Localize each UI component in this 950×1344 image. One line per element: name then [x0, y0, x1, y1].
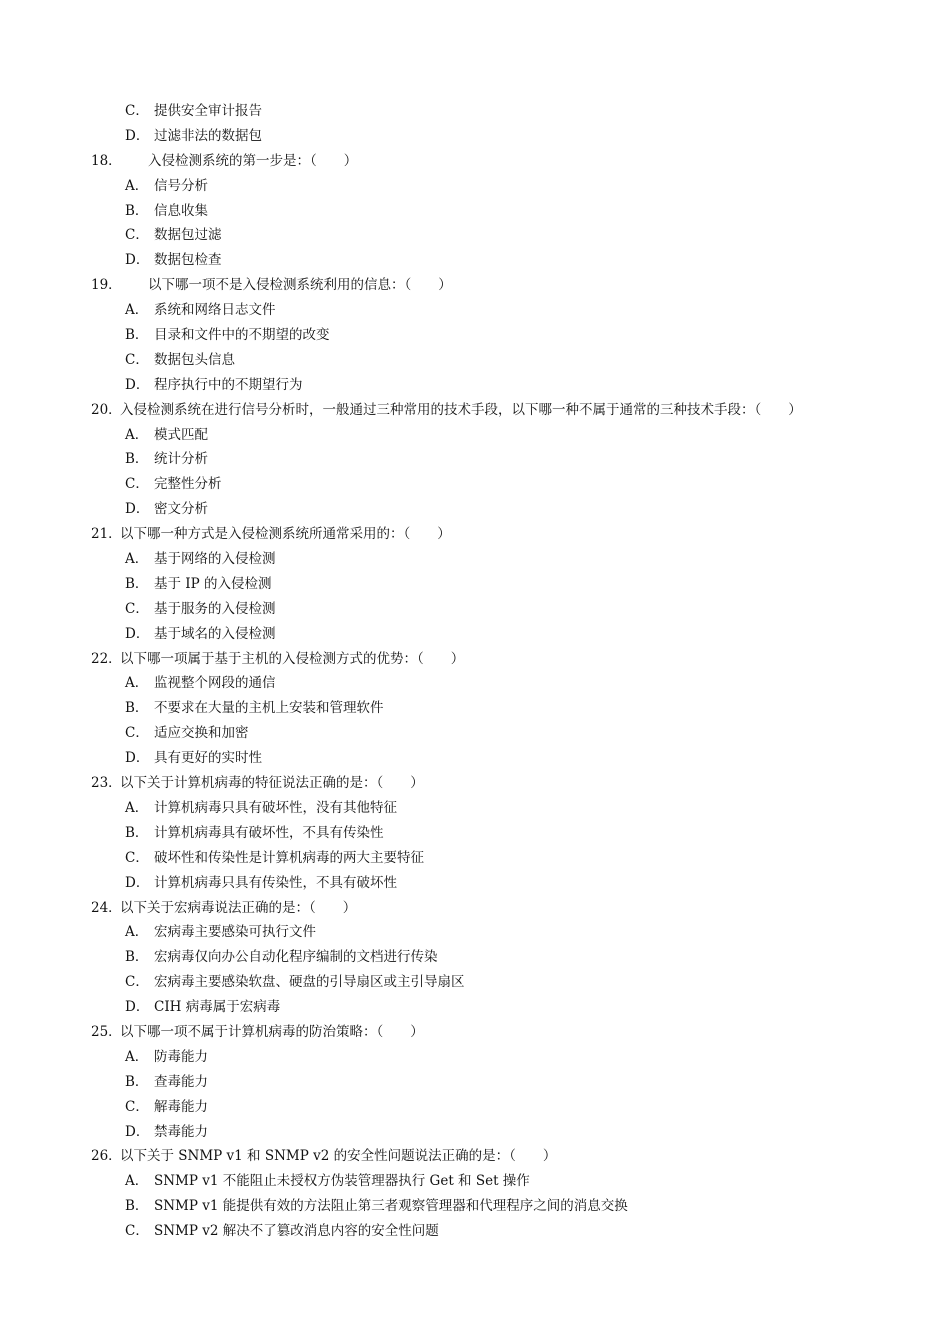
option-text: 信息收集	[154, 202, 208, 219]
option-item	[0, 423, 950, 448]
option-letter: C．	[125, 103, 149, 119]
option-text: 系统和网络日志文件	[154, 302, 276, 319]
option-item	[0, 1219, 950, 1244]
question-number: 22．	[91, 650, 122, 667]
question-number: 21．	[91, 526, 122, 543]
option-item	[0, 920, 950, 945]
option-letter: B．	[125, 949, 149, 966]
question-text: 以下哪一项不是入侵检测系统利用的信息：（ ）	[148, 277, 452, 294]
option-text: SNMP v1 不能阻止未授权方伪装管理器执行 Get 和 Set 操作	[154, 1173, 530, 1190]
option-letter: C．	[125, 725, 149, 742]
option-text: 信号分析	[154, 177, 208, 194]
option-item	[0, 1070, 950, 1095]
option-letter: D．	[125, 625, 150, 642]
option-item	[0, 572, 950, 597]
option-letter: A．	[125, 924, 149, 941]
option-letter: C．	[125, 600, 149, 617]
question-26	[0, 1144, 950, 1169]
option-letter: A．	[125, 302, 149, 319]
option-item	[0, 622, 950, 647]
option-letter: B．	[125, 575, 149, 592]
option-item	[0, 846, 950, 871]
option-text: 基于域名的入侵检测	[154, 625, 276, 642]
question-18	[0, 149, 950, 174]
option-item	[0, 696, 950, 721]
option-letter: C．	[125, 849, 149, 866]
option-letter: B．	[125, 824, 149, 841]
option-text: 数据包头信息	[154, 351, 235, 368]
option-letter: B．	[125, 1073, 149, 1090]
option-text: 解毒能力	[154, 1098, 208, 1115]
option-letter: A．	[125, 551, 149, 568]
option-text: 禁毒能力	[154, 1123, 208, 1140]
option-text: 过滤非法的数据包	[154, 127, 262, 144]
question-text: 以下哪一项属于基于主机的入侵检测方式的优势：（ ）	[120, 650, 465, 667]
option-text: SNMP v1 能提供有效的方法阻止第三者观察管理器和代理程序之间的消息交换	[154, 1198, 628, 1215]
option-item	[0, 671, 950, 696]
option-text: 模式匹配	[154, 426, 208, 443]
question-25	[0, 1020, 950, 1045]
option-item	[0, 721, 950, 746]
option-text: 提供安全审计报告	[154, 103, 262, 119]
option-text: 数据包检查	[154, 252, 222, 269]
question-text: 以下关于 SNMP v1 和 SNMP v2 的安全性问题说法正确的是：（ ）	[120, 1148, 557, 1165]
question-number: 25．	[91, 1023, 122, 1040]
option-text: 基于网络的入侵检测	[154, 551, 276, 568]
option-item	[0, 945, 950, 970]
option-text: 完整性分析	[154, 476, 222, 493]
option-item	[0, 497, 950, 522]
option-letter: A．	[125, 426, 149, 443]
option-text: 宏病毒主要感染可执行文件	[154, 924, 316, 941]
option-item	[0, 248, 950, 273]
option-item	[0, 1095, 950, 1120]
option-item	[0, 1120, 950, 1145]
question-text: 以下哪一项不属于计算机病毒的防治策略：（ ）	[120, 1023, 424, 1040]
question-number: 19．	[91, 277, 122, 294]
question-text: 以下关于计算机病毒的特征说法正确的是：（ ）	[120, 775, 424, 792]
option-text: 宏病毒主要感染软盘、硬盘的引导扇区或主引导扇区	[154, 974, 465, 991]
option-letter: C．	[125, 1098, 149, 1115]
option-item	[0, 447, 950, 472]
option-letter: D．	[125, 501, 150, 518]
option-text: 监视整个网段的通信	[154, 675, 276, 692]
option-text: 统计分析	[154, 451, 208, 468]
option-letter: D．	[125, 127, 150, 144]
question-number: 26．	[91, 1148, 122, 1165]
option-letter: A．	[125, 177, 149, 194]
option-item	[0, 174, 950, 199]
option-item	[0, 746, 950, 771]
question-number: 20．	[91, 401, 122, 418]
option-text: 防毒能力	[154, 1048, 208, 1065]
question-number: 23．	[91, 775, 122, 792]
option-letter: C．	[125, 227, 149, 244]
option-letter: B．	[125, 1198, 149, 1215]
question-21	[0, 522, 950, 547]
option-item	[0, 1194, 950, 1219]
option-text: 基于服务的入侵检测	[154, 600, 276, 617]
question-22	[0, 647, 950, 672]
option-letter: B．	[125, 327, 149, 344]
question-number: 18．	[91, 152, 122, 169]
option-letter: A．	[125, 1173, 149, 1190]
option-text: 适应交换和加密	[154, 725, 249, 742]
option-text: 不要求在大量的主机上安装和管理软件	[154, 700, 384, 717]
question-19	[0, 273, 950, 298]
question-text: 入侵检测系统的第一步是：（ ）	[148, 152, 358, 169]
question-list	[0, 99, 950, 1244]
option-text: 目录和文件中的不期望的改变	[154, 327, 330, 344]
option-letter: B．	[125, 451, 149, 468]
question-20	[0, 398, 950, 423]
option-letter: D．	[125, 999, 150, 1016]
question-24	[0, 896, 950, 921]
option-text: 基于 IP 的入侵检测	[154, 575, 272, 592]
option-text: 程序执行中的不期望行为	[154, 376, 303, 393]
option-item	[0, 199, 950, 224]
option-text: 计算机病毒只具有传染性，不具有破坏性	[154, 874, 397, 891]
option-letter: A．	[125, 675, 149, 692]
option-item	[0, 597, 950, 622]
option-letter: A．	[125, 1048, 149, 1065]
option-item	[0, 323, 950, 348]
option-item	[0, 124, 950, 149]
option-text: SNMP v2 解决不了篡改消息内容的安全性问题	[154, 1223, 439, 1240]
option-item	[0, 472, 950, 497]
option-letter: D．	[125, 252, 150, 269]
option-item	[0, 223, 950, 248]
option-text: 宏病毒仅向办公自动化程序编制的文档进行传染	[154, 949, 438, 966]
option-item	[0, 298, 950, 323]
option-item	[0, 821, 950, 846]
option-letter: D．	[125, 750, 150, 767]
option-letter: A．	[125, 799, 149, 816]
option-item	[0, 99, 950, 124]
option-letter: D．	[125, 376, 150, 393]
option-text: 破坏性和传染性是计算机病毒的两大主要特征	[154, 849, 424, 866]
question-text: 入侵检测系统在进行信号分析时，一般通过三种常用的技术手段，以下哪一种不属于通常的三种技术手段：（ ）	[120, 401, 802, 418]
question-text: 以下哪一种方式是入侵检测系统所通常采用的：（ ）	[120, 526, 451, 543]
option-text: 具有更好的实时性	[154, 750, 262, 767]
option-text: 密文分析	[154, 501, 208, 518]
option-item	[0, 970, 950, 995]
option-letter: B．	[125, 700, 149, 717]
option-text: CIH 病毒属于宏病毒	[154, 999, 281, 1016]
option-item	[0, 1045, 950, 1070]
question-number: 24．	[91, 899, 122, 916]
option-letter: C．	[125, 974, 149, 991]
option-letter: D．	[125, 874, 150, 891]
question-text: 以下关于宏病毒说法正确的是：（ ）	[120, 899, 357, 916]
option-letter: D．	[125, 1123, 150, 1140]
option-item	[0, 871, 950, 896]
option-item	[0, 547, 950, 572]
option-text: 计算机病毒具有破坏性，不具有传染性	[154, 824, 384, 841]
question-23	[0, 771, 950, 796]
option-letter: B．	[125, 202, 149, 219]
option-text: 数据包过滤	[154, 227, 222, 244]
option-item	[0, 348, 950, 373]
option-text: 查毒能力	[154, 1073, 208, 1090]
option-item	[0, 373, 950, 398]
option-letter: C．	[125, 351, 149, 368]
option-letter: C．	[125, 1223, 149, 1240]
option-text: 计算机病毒只具有破坏性，没有其他特征	[154, 799, 397, 816]
option-item	[0, 995, 950, 1020]
option-item	[0, 796, 950, 821]
option-item	[0, 1169, 950, 1194]
option-letter: C．	[125, 476, 149, 493]
